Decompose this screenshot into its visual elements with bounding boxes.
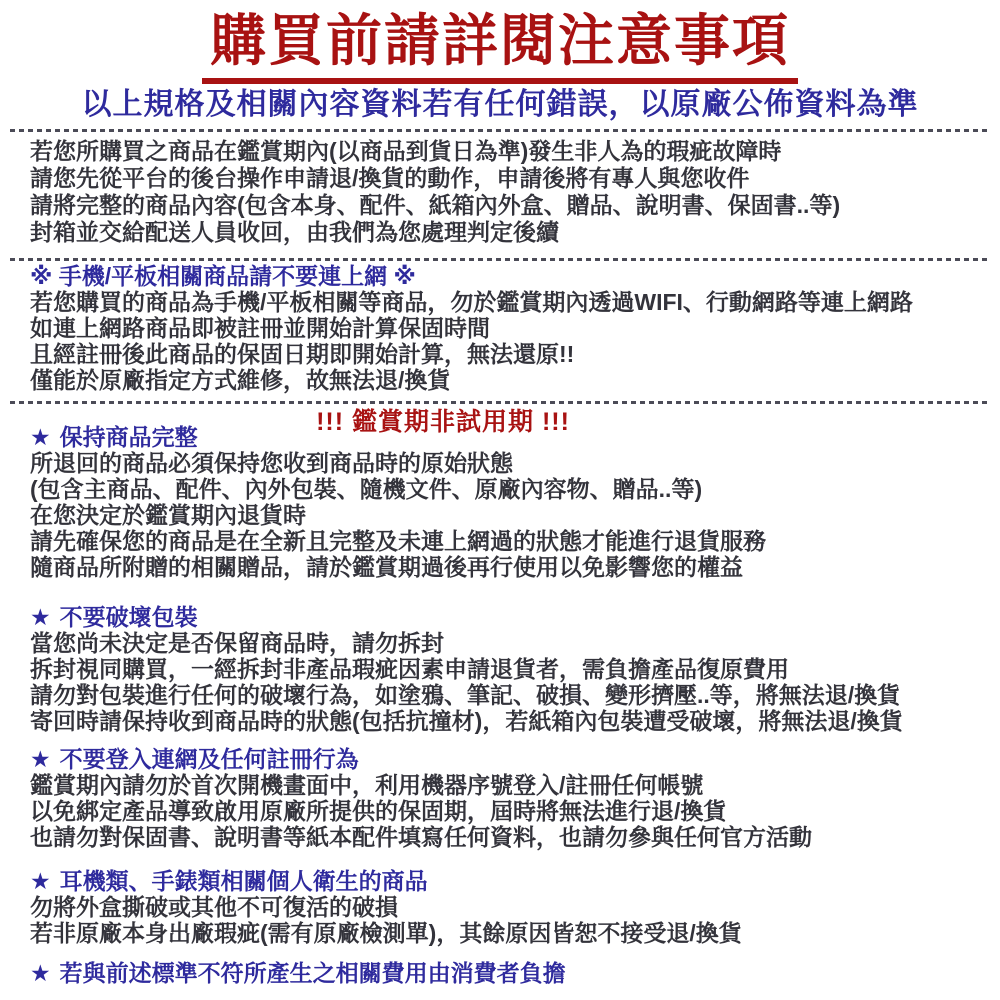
body-line: 若非原廠本身出廠瑕疵(需有原廠檢測單)，其餘原因皆恕不接受退/換貨: [30, 919, 742, 946]
section-consumer-bears-cost: [0, 960, 1000, 986]
body-line: 若您所購買之商品在鑑賞期內(以商品到貨日為準)發生非人為的瑕疵故障時: [30, 137, 782, 164]
body-line: 以免綁定產品導致啟用原廠所提供的保固期，屆時將無法進行退/換貨: [30, 797, 727, 824]
section-no-login-registration: [0, 746, 1000, 850]
body-line: 在您決定於鑑賞期內退貨時: [30, 501, 306, 528]
star-icon: ★: [30, 745, 51, 772]
star-icon: ★: [30, 423, 51, 450]
trial-period-warning: !!! 鑑賞期非試用期 !!!: [316, 407, 570, 436]
section-heading-label: 不要登入連網及任何註冊行為: [59, 745, 359, 772]
section-heading-label: 耳機類、手錶類相關個人衛生的商品: [59, 867, 428, 894]
section-no-package-damage: [0, 604, 1000, 734]
section-heading-label: 若與前述標準不符所產生之相關費用由消費者負擔: [59, 959, 566, 986]
body-line: 請您先從平台的後台操作申請退/換貨的動作，申請後將有專人與您收件: [30, 164, 750, 191]
star-icon: ★: [30, 603, 51, 630]
body-line: 請勿對包裝進行任何的破壞行為，如塗鴉、筆記、破損、變形擠壓..等，將無法退/換貨: [30, 681, 901, 708]
section-heading: [30, 604, 982, 630]
body-line: 所退回的商品必須保持您收到商品時的原始狀態: [30, 449, 513, 476]
body-line: (包含主商品、配件、內外包裝、隨機文件、原廠內容物、贈品..等): [30, 475, 703, 502]
body-line: 隨商品所附贈的相關贈品，請於鑑賞期過後再行使用以免影響您的權益: [30, 553, 743, 580]
body-line: 請先確保您的商品是在全新且完整及未連上網過的狀態才能進行退貨服務: [30, 527, 766, 554]
section-no-internet: [0, 263, 1000, 393]
body-line: 若您購買的商品為手機/平板相關等商品，勿於鑑賞期內透過WIFI、行動網路等連上網路: [30, 288, 913, 315]
body-line: 拆封視同購買，一經拆封非產品瑕疵因素申請退貨者，需負擔產品復原費用: [30, 655, 789, 682]
body-line: 也請勿對保固書、說明書等紙本配件填寫任何資料，也請勿參與任何官方活動: [30, 823, 812, 850]
body-line: 且經註冊後此商品的保固日期即開始計算，無法還原!!: [30, 340, 575, 367]
return-process-paragraph: [0, 132, 1000, 250]
dashed-divider: [10, 258, 990, 261]
section-heading: [30, 868, 982, 894]
body-line: 僅能於原廠指定方式維修，故無法退/換貨: [30, 366, 451, 393]
header: [0, 0, 1000, 84]
body-line: 封箱並交給配送人員收回，由我們為您處理判定後續: [30, 218, 559, 245]
section-keep-product-intact: [0, 424, 1000, 580]
body-line: 如連上網路商品即被註冊並開始計算保固時間: [30, 314, 490, 341]
section-heading-label: 保持商品完整: [59, 423, 198, 450]
body-line: 寄回時請保持收到商品時的狀態(包括抗撞材)，若紙箱內包裝遭受破壞，將無法退/換貨: [30, 707, 903, 734]
star-icon: ★: [30, 867, 51, 894]
star-icon: ★: [30, 959, 51, 986]
section-heading: [30, 960, 982, 986]
body-line: 請將完整的商品內容(包含本身、配件、紙箱內外盒、贈品、說明書、保固書..等): [30, 191, 841, 218]
section-personal-hygiene-products: [0, 868, 1000, 946]
body-line: 勿將外盒撕破或其他不可復活的破損: [30, 893, 398, 920]
section-heading: ※ 手機/平板相關商品請不要連上網 ※: [30, 262, 416, 289]
section-heading-label: 不要破壞包裝: [59, 603, 198, 630]
dashed-divider: [10, 401, 990, 404]
body-line: 鑑賞期內請勿於首次開機畫面中，利用機器序號登入/註冊任何帳號: [30, 771, 704, 798]
body-line: 當您尚未決定是否保留商品時，請勿拆封: [30, 629, 444, 656]
section-heading: [30, 746, 982, 772]
page-subtitle: 以上規格及相關內容資料若有任何錯誤，以原廠公佈資料為準: [81, 87, 919, 121]
page-title: 購買前請詳閱注意事項: [202, 10, 798, 84]
